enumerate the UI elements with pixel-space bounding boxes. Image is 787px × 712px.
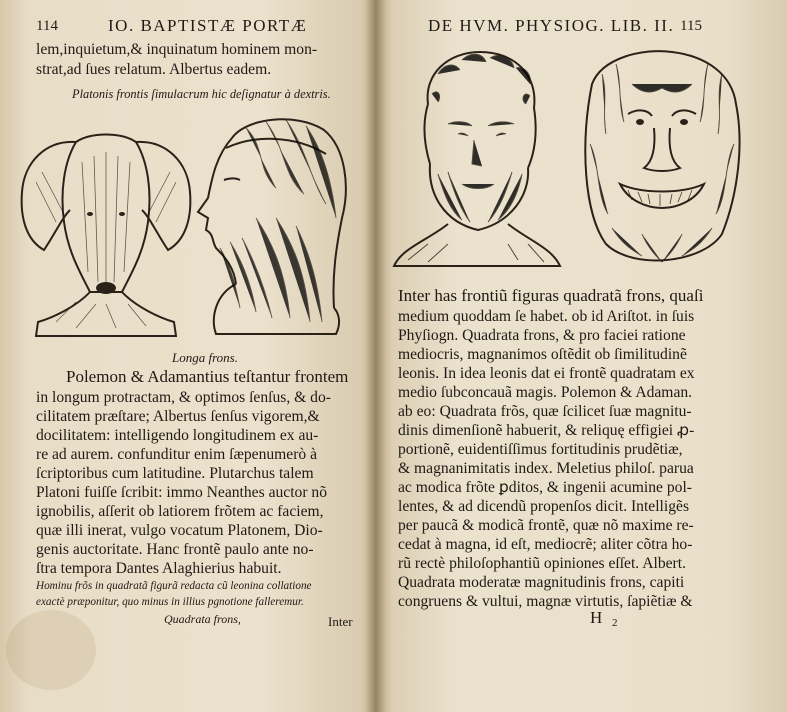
text-line: & magnanimitatis index. Meletius philoſ. parua xyxy=(398,460,694,477)
text-line: congruens & vultui, magnæ virtutis, ſapiẽtiæ & xyxy=(398,593,693,610)
paper-stain xyxy=(6,610,96,690)
text-line: Quadrata moderatæ magnitudinis frons, capiti xyxy=(398,574,685,591)
text-line: portionẽ, euidentiſſimus fortitudinis prudẽtiæ, xyxy=(398,441,683,458)
dog-head-woodcut xyxy=(16,122,196,344)
right-page xyxy=(376,0,787,712)
figure-caption: Longa frons. xyxy=(172,350,238,365)
running-head-right: DE HVM. PHYSIOG. LIB. II. xyxy=(428,16,675,35)
catchword: Inter xyxy=(328,614,353,629)
text-line: Polemon & Adamantius teſtantur frontem xyxy=(66,367,349,386)
text-line: mediocris, magnanimos oſtẽdit ob ſimilitudinẽ xyxy=(398,346,687,363)
text-line: lem,inquietum,& inquinatum hominem mon- xyxy=(36,41,318,58)
text-line: dinis dimenſionẽ habuerit, & reliquę effigiei ꝓ- xyxy=(398,422,695,439)
text-line: docilitatem: intelligendo longitudinem ex au- xyxy=(36,427,319,444)
text-line: medio ſubconcauã magis. Polemon & Adaman. xyxy=(398,384,693,401)
text-line: in longum protractam, & optimos ſenſus, & do- xyxy=(36,389,331,406)
text-line: quæ illi inerat, vulgo vocatum Platonem, Dio- xyxy=(36,522,323,539)
text-line: medium quoddam ſe habet. ob id Ariſtot. in ſuis xyxy=(398,308,695,325)
running-head-left: IO. BAPTISTÆ PORTÆ xyxy=(108,16,308,35)
bearded-man-woodcut xyxy=(388,44,568,280)
text-line: ſcriptoribus cum latitudine. Plutarchus talem xyxy=(36,465,314,482)
text-line: Phyſiogn. Quadrata frons, & pro faciei ratione xyxy=(398,327,686,344)
lion-face-woodcut xyxy=(572,44,748,280)
page-number-right: 115 xyxy=(680,18,702,34)
left-page xyxy=(0,0,376,712)
text-line: strat,ad ſues relatum. Albertus eadem. xyxy=(36,61,272,78)
italic-line: Hominu frõs in quadratã figurã redacta cũ leonina collatione xyxy=(36,580,312,592)
text-line: lentes, & ad dicendũ propenſos dicit. Intelligẽs xyxy=(398,498,690,515)
italic-line: exactè præponitur, quo minus in illius pgnotione falleremur. xyxy=(36,596,304,608)
text-line: ſtra tempora Dantes Alaghierius habuit. xyxy=(36,560,282,577)
text-line: genis auctoritate. Hanc frontẽ paulo ante no- xyxy=(36,541,314,558)
text-line: leonis. In idea leonis dat ei frontẽ quadratam ex xyxy=(398,365,695,382)
book-gutter xyxy=(366,0,386,712)
figure-caption-bottom: Quadrata frons, xyxy=(164,612,241,626)
text-line: Inter has frontiũ figuras quadratã frons, quaſi xyxy=(398,286,704,305)
text-line: per paucã & modicã frontẽ, quæ nõ maxime re- xyxy=(398,517,694,534)
text-line: Platoni fuiſſe ſcribit: immo Neanthes auctor nõ xyxy=(36,484,328,501)
text-line: ac modica frõte ꝑditos, & ingenii acumine pol- xyxy=(398,479,692,496)
text-line: cilitatem præſtare; Albertus ſenſus vigorem,& xyxy=(36,408,320,425)
text-line: rũ rectè philoſophantiũ opiniones eſſet. Albert. xyxy=(398,555,686,572)
signature-number: 2 xyxy=(612,617,618,629)
text-line: ignobilis, aſſerit ob latiorem frõtem ac faciem, xyxy=(36,503,324,520)
signature-mark: H xyxy=(590,608,603,627)
text-line: ab eo: Quadrata frõs, quæ ſcilicet ſuæ magnitu- xyxy=(398,403,692,420)
text-line: cedat à magna, id eſt, mediocrẽ; aliter cõtra ho- xyxy=(398,536,693,553)
text-line: re ad aurem. confunditur enim ſæpenumerò à xyxy=(36,446,318,463)
plato-profile-woodcut xyxy=(186,108,356,344)
page-number-left: 114 xyxy=(36,18,58,34)
figure-caption-top: Platonis frontis ſimulacrum hic deſignatur à dextris. xyxy=(72,87,331,101)
